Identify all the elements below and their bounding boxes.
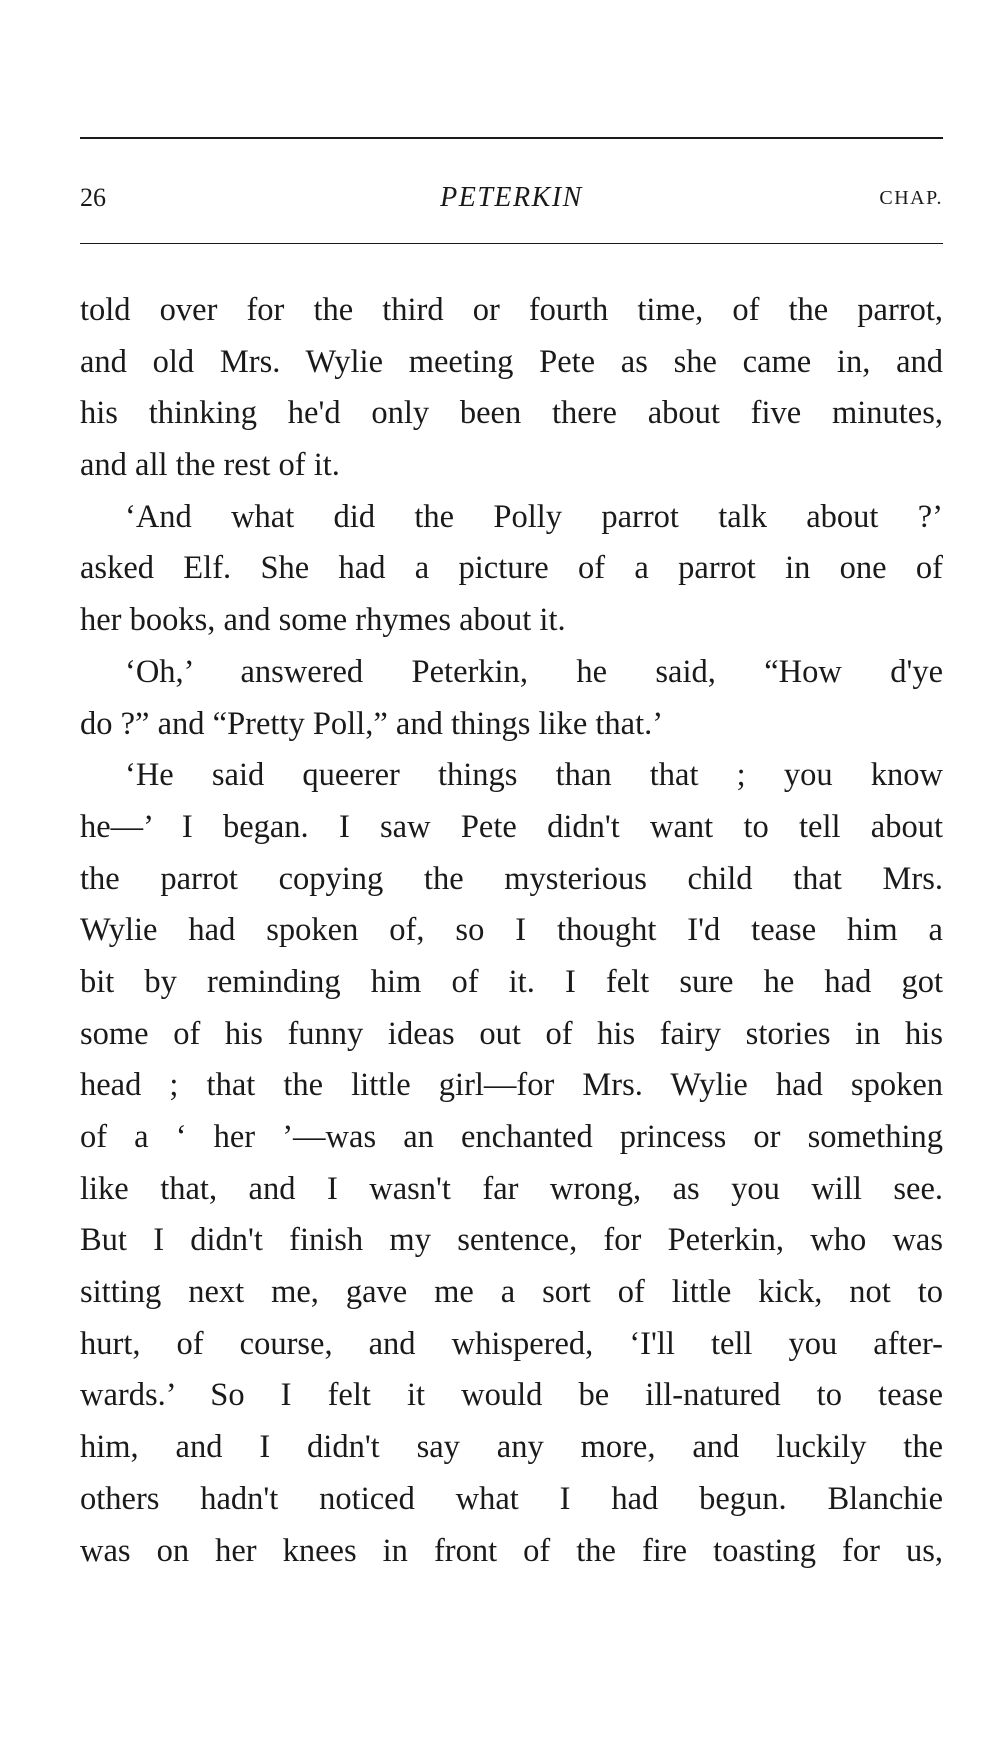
page-number: 26 <box>80 183 106 212</box>
text-line: he—’ I began. I saw Pete didn't want to tell about <box>80 808 943 845</box>
text-line: others hadn't noticed what I had begun. Blanchie <box>80 1480 943 1517</box>
text-line: asked Elf. She had a picture of a parrot in one of <box>80 550 943 587</box>
text-line: his thinking he'd only been there about five minutes, <box>80 395 943 432</box>
text-line: bit by reminding him of it. I felt sure he had got <box>80 963 943 1000</box>
text-line: head ; that the little girl—for Mrs. Wylie had spoken <box>80 1067 943 1104</box>
text-line: hurt, of course, and whispered, ‘I'll tell you after- <box>80 1325 943 1362</box>
text-line: ‘And what did the Polly parrot talk about ?’ <box>125 498 943 535</box>
text-line: was on her knees in front of the fire toasting for us, <box>80 1532 943 1569</box>
running-head <box>80 178 943 218</box>
text-line: him, and I didn't say any more, and luckily the <box>80 1429 943 1466</box>
text-line: her books, and some rhymes about it. <box>80 602 566 639</box>
header-rule-top <box>80 137 943 139</box>
running-title: PETERKIN <box>440 182 583 213</box>
text-line: ‘He said queerer things than that ; you know <box>125 757 943 794</box>
text-line: sitting next me, gave me a sort of little kick, not to <box>80 1274 943 1311</box>
text-line: Wylie had spoken of, so I thought I'd tease him a <box>80 912 943 949</box>
text-line: like that, and I wasn't far wrong, as you will see. <box>80 1170 943 1207</box>
text-line: But I didn't finish my sentence, for Peterkin, who was <box>80 1222 943 1259</box>
text-line: and all the rest of it. <box>80 447 340 484</box>
text-line: some of his funny ideas out of his fairy stories in his <box>80 1015 943 1052</box>
text-line: the parrot copying the mysterious child that Mrs. <box>80 860 943 897</box>
body-text <box>80 285 943 1577</box>
text-line: wards.’ So I felt it would be ill-natured to tease <box>80 1377 943 1414</box>
text-line: of a ‘ her ’—was an enchanted princess or something <box>80 1119 943 1155</box>
text-line: ‘Oh,’ answered Peterkin, he said, “How d'ye <box>125 653 943 690</box>
text-line: told over for the third or fourth time, of the parrot, <box>80 292 943 328</box>
text-line: do ?” and “Pretty Poll,” and things like that.’ <box>80 705 664 742</box>
text-line: and old Mrs. Wylie meeting Pete as she came in, and <box>80 343 943 380</box>
header-rule-bottom <box>80 243 943 244</box>
running-section-label: CHAP. <box>879 187 943 209</box>
